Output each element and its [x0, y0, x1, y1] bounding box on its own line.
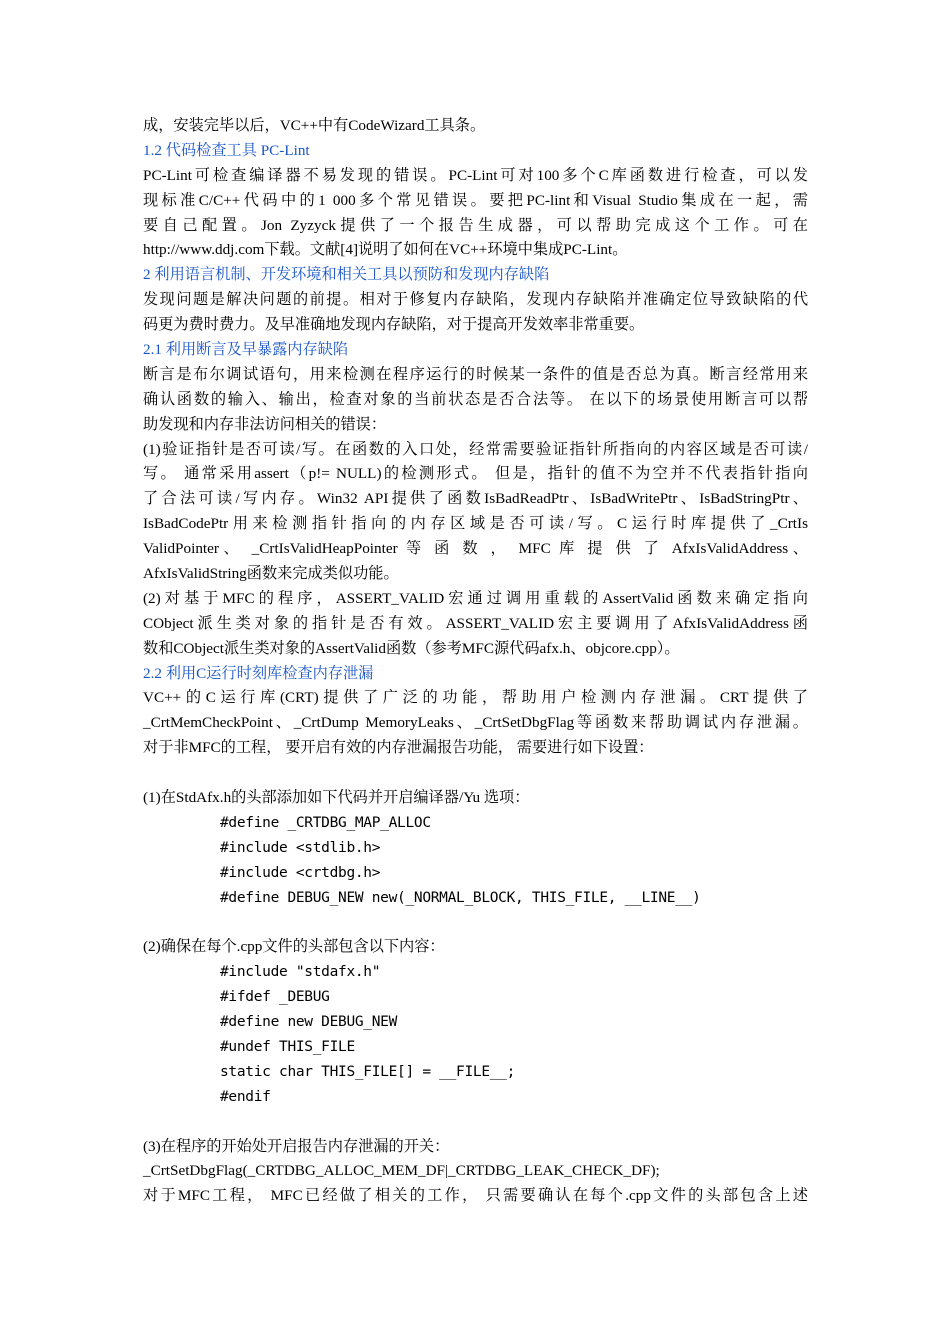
- section-heading: 2.1 利用断言及早暴露内存缺陷: [143, 341, 349, 359]
- paragraph-line: (1)验证指针是否可读/写。在函数的入口处，经常需要验证指针所指向的内容区域是否可读/: [143, 440, 808, 458]
- paragraph-line: VC++的C运行库(CRT)提供了广泛的功能，帮助用户检测内存泄漏。CRT提供了: [143, 689, 808, 707]
- paragraph-line: (2)对基于MFC的程序，ASSERT_VALID宏通过调用重载的AssertValid函数来确定指向: [143, 589, 808, 607]
- paragraph-line: IsBadCodePtr用来检测指针指向的内存区域是否可读/写。C运行时库提供了_CrtIs: [143, 515, 808, 533]
- paragraph-line: (3)在程序的开始处开启报告内存泄漏的开关：: [143, 1137, 450, 1155]
- code-line: #define _CRTDBG_MAP_ALLOC: [220, 814, 431, 831]
- code-line: #define DEBUG_NEW new(_NORMAL_BLOCK, THIS_FILE, __LINE__): [220, 889, 701, 906]
- paragraph-line: 断言是布尔调试语句，用来检测在程序运行的时候某一条件的值是否总为真。断言经常用来: [143, 365, 808, 383]
- document-page: [143, 114, 808, 1209]
- paragraph-line: PC-Lint可检查编译器不易发现的错误。PC-Lint可对100多个C库函数进行检查，可以发: [143, 166, 808, 184]
- paragraph-line: 现标准C/C++代码中的1 000多个常见错误。要把PC-lint和Visual Studio集成在一起，需: [143, 191, 808, 209]
- code-line: static char THIS_FILE[] = __FILE__;: [220, 1063, 516, 1080]
- paragraph-line: 写。 通常采用assert（p!= NULL)的检测形式。 但是，指针的值不为空并不代表指针指向: [143, 465, 808, 483]
- paragraph-line: 对于MFC工程， MFC已经做了相关的工作， 只需要确认在每个.cpp文件的头部包含上述: [143, 1187, 808, 1205]
- paragraph-line: 助发现和内存非法访问相关的错误：: [143, 415, 386, 433]
- paragraph-line: 成，安装完毕以后，VC++中有CodeWizard工具条。: [143, 117, 486, 134]
- paragraph-line: 了合法可读/写内存。Win32 API提供了函数IsBadReadPtr、IsBadWritePtr、IsBadStringPtr、: [143, 490, 808, 508]
- paragraph-line: 确认函数的输入、输出，检查对象的当前状态是否合法等。 在以下的场景使用断言可以帮: [143, 390, 808, 408]
- code-line: #undef THIS_FILE: [220, 1038, 355, 1055]
- code-line: #include "stdafx.h": [220, 964, 381, 981]
- code-line: #define new DEBUG_NEW: [220, 1014, 398, 1031]
- paragraph-line: ValidPointer、 _CrtIsValidHeapPointer 等 函 数 ， MFC 库 提 供 了 AfxIsValidAddress、: [143, 540, 808, 558]
- section-heading: 1.2 代码检查工具 PC-Lint: [143, 141, 310, 159]
- paragraph-line: (2)确保在每个.cpp文件的头部包含以下内容：: [143, 938, 445, 956]
- blank-line: [143, 911, 808, 936]
- paragraph-line: _CrtMemCheckPoint、_CrtDump MemoryLeaks、_CrtSetDbgFlag等函数来帮助调试内存泄漏。: [143, 714, 808, 732]
- paragraph-line: CObject派生类对象的指针是否有效。ASSERT_VALID宏主要调用了AfxIsValidAddress函: [143, 614, 808, 632]
- paragraph-line: 码更为费时费力。及早准确地发现内存缺陷，对于提高开发效率非常重要。: [143, 316, 645, 334]
- paragraph-line: 发现问题是解决问题的前提。相对于修复内存缺陷，发现内存缺陷并准确定位导致缺陷的代: [143, 291, 808, 309]
- code-line: #include <crtdbg.h>: [220, 864, 381, 881]
- paragraph-line: 对于非MFC的工程， 要开启有效的内存泄漏报告功能， 需要进行如下设置：: [143, 739, 654, 757]
- code-line: #ifdef _DEBUG: [220, 989, 330, 1006]
- paragraph-line: (1)在StdAfx.h的头部添加如下代码并开启编译器/Yu 选项：: [143, 789, 530, 807]
- blank-line: [143, 761, 808, 786]
- code-line: #include <stdlib.h>: [220, 839, 381, 856]
- paragraph-line: 要自己配置。Jon Zyzyck提供了一个报告生成器，可以帮助完成这个工作。可在: [143, 216, 808, 234]
- code-line: #endif: [220, 1088, 271, 1105]
- paragraph-line: _CrtSetDbgFlag(_CRTDBG_ALLOC_MEM_DF|_CRTDBG_LEAK_CHECK_DF);: [143, 1162, 660, 1180]
- paragraph-line: 数和CObject派生类对象的AssertValid函数（参考MFC源代码afx.h、objcore.cpp）。: [143, 639, 680, 657]
- paragraph-line: http://www.ddj.com下载。文献[4]说明了如何在VC++环境中集成PC-Lint。: [143, 241, 628, 259]
- blank-line: [143, 1110, 808, 1135]
- section-heading: 2 利用语言机制、开发环境和相关工具以预防和发现内存缺陷: [143, 266, 550, 284]
- section-heading: 2.2 利用C运行时刻库检查内存泄漏: [143, 664, 374, 682]
- paragraph-line: AfxIsValidString函数来完成类似功能。: [143, 565, 399, 583]
